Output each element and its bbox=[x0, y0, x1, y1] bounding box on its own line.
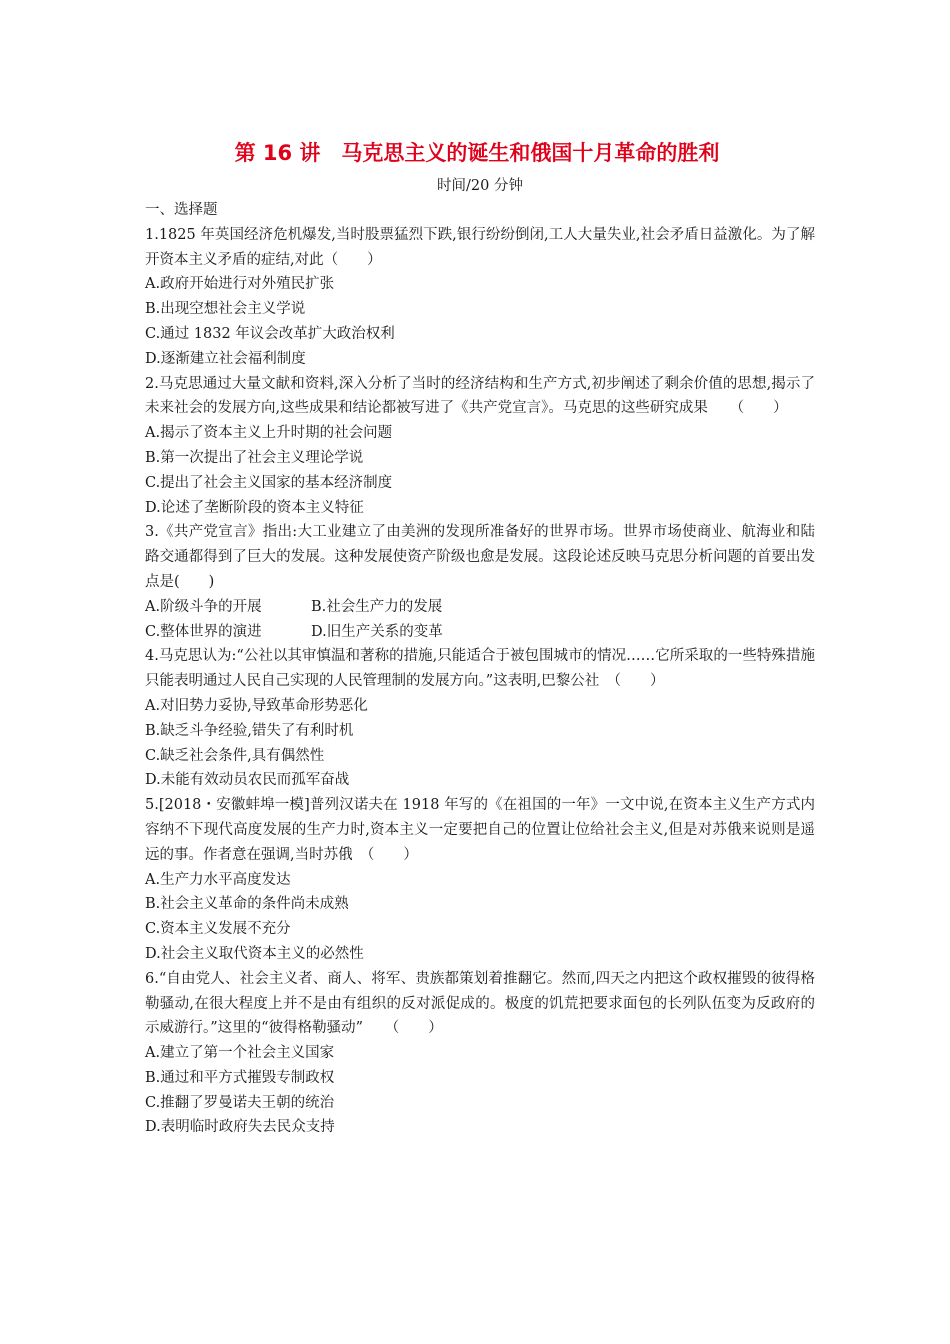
option-c[interactable]: C.缺乏社会条件,具有偶然性 bbox=[145, 747, 325, 764]
time-limit: 时间/20 分钟 bbox=[437, 178, 523, 194]
option-b[interactable]: B.出现空想社会主义学说 bbox=[145, 301, 306, 318]
option-row bbox=[145, 620, 815, 645]
option-b[interactable]: B.通过和平方式摧毁专制政权 bbox=[145, 1069, 335, 1086]
option-d[interactable]: D.逐渐建立社会福利制度 bbox=[145, 350, 306, 367]
question-stem: 4.马克思认为:“公社以其审慎温和著称的措施,只能适合于被包围城市的情况……它所采取的一些特殊措施只能表明通过人民自己实现的人民管理制的发展方向。”这表明,巴黎公社 （ ） bbox=[145, 648, 815, 690]
question-stem: 6.“自由党人、社会主义者、商人、将军、贵族都策划着推翻它。然而,四天之内把这个政权摧毁的彼得格勒骚动,在很大程度上并不是由有组织的反对派促成的。极度的饥荒把要求面包的长列队伍变为反政府的示威游行。”这里的“彼得格勒骚动” （ ） bbox=[145, 970, 815, 1037]
question-number: 5. bbox=[145, 797, 159, 814]
option-b[interactable]: B.社会主义革命的条件尚未成熟 bbox=[145, 896, 349, 913]
question-5 bbox=[145, 793, 815, 967]
option-d[interactable]: D.社会主义取代资本主义的必然性 bbox=[145, 945, 364, 962]
question-source: [2018・安徽蚌埠一模] bbox=[158, 797, 310, 814]
question-1 bbox=[145, 223, 815, 372]
option-c[interactable]: C.推翻了罗曼诺夫王朝的统治 bbox=[145, 1094, 335, 1111]
question-stem: 2.马克思通过大量文献和资料,深入分析了当时的经济结构和生产方式,初步阐述了剩余价值的思想,揭示了未来社会的发展方向,这些成果和结论都被写进了《共产党宣言》。马克思的这些研究成果 （ ） bbox=[145, 375, 815, 417]
question-2 bbox=[145, 372, 815, 521]
option-b[interactable]: B.缺乏斗争经验,错失了有利时机 bbox=[145, 722, 354, 739]
option-row bbox=[145, 595, 815, 620]
section-heading: 一、选择题 bbox=[145, 202, 218, 218]
option-d[interactable]: D.旧生产关系的变革 bbox=[311, 623, 443, 640]
option-d[interactable]: D.论述了垄断阶段的资本主义特征 bbox=[145, 499, 364, 516]
option-b[interactable]: B.第一次提出了社会主义理论学说 bbox=[145, 449, 364, 466]
question-text: 普列汉诺夫在 1918 年写的《在祖国的一年》一文中说,在资本主义生产方式内容纳不下现代高度发展的生产力时,资本主义一定要把自己的位置让位给社会主义,但是对苏俄来说则是遥远的事。作者意在强调,当时苏俄 （ ） bbox=[145, 797, 815, 863]
option-a[interactable]: A.对旧势力妥协,导致革命形势恶化 bbox=[145, 697, 368, 714]
question-3 bbox=[145, 520, 815, 644]
document-page bbox=[145, 138, 815, 1140]
page-title: 第 16 讲 马克思主义的诞生和俄国十月革命的胜利 bbox=[234, 141, 720, 165]
option-c[interactable]: C.通过 1832 年议会改革扩大政治权利 bbox=[145, 325, 395, 342]
option-d[interactable]: D.表明临时政府失去民众支持 bbox=[145, 1119, 335, 1136]
option-a[interactable]: A.生产力水平高度发达 bbox=[145, 871, 291, 888]
option-c[interactable]: C.提出了社会主义国家的基本经济制度 bbox=[145, 474, 393, 491]
question-6 bbox=[145, 967, 815, 1141]
option-d[interactable]: D.未能有效动员农民而孤军奋战 bbox=[145, 772, 350, 789]
question-stem bbox=[145, 793, 815, 867]
question-stem: 3.《共产党宣言》指出:大工业建立了由美洲的发现所准备好的世界市场。世界市场使商业、航海业和陆路交通都得到了巨大的发展。这种发展使资产阶级也愈是发展。这段论述反映马克思分析问题的首要出发点是( ) bbox=[145, 524, 815, 590]
option-b[interactable]: B.社会生产力的发展 bbox=[311, 598, 443, 615]
option-a[interactable]: A.建立了第一个社会主义国家 bbox=[145, 1045, 335, 1062]
option-c[interactable]: C.整体世界的演进 bbox=[145, 623, 262, 640]
option-a[interactable]: A.阶级斗争的开展 bbox=[145, 598, 262, 615]
question-4 bbox=[145, 644, 815, 793]
option-c[interactable]: C.资本主义发展不充分 bbox=[145, 921, 291, 938]
question-stem: 1.1825 年英国经济危机爆发,当时股票猛烈下跌,银行纷纷倒闭,工人大量失业,社会矛盾日益激化。为了解开资本主义矛盾的症结,对此（ ） bbox=[145, 226, 815, 268]
option-a[interactable]: A.政府开始进行对外殖民扩张 bbox=[145, 276, 335, 293]
option-a[interactable]: A.揭示了资本主义上升时期的社会问题 bbox=[145, 425, 393, 442]
